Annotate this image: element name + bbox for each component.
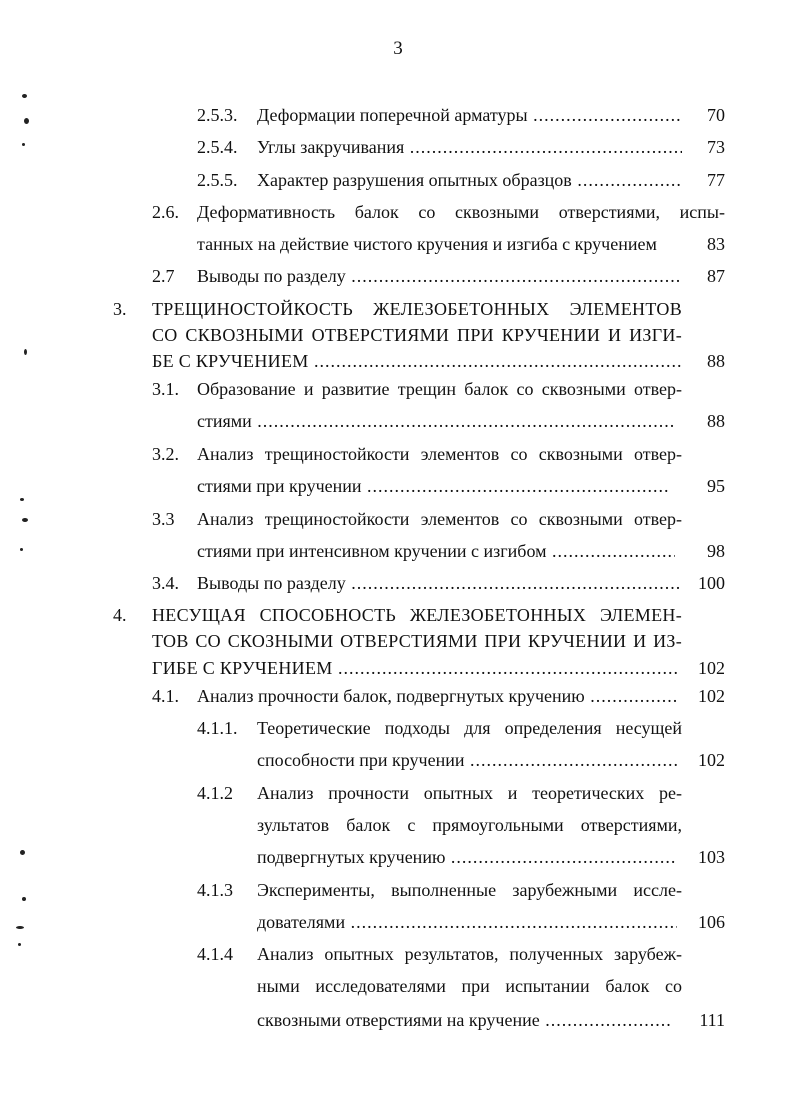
entry-number: 3.4. bbox=[152, 573, 179, 593]
entry-number: 3.2. bbox=[152, 444, 179, 464]
entry-page: 95 bbox=[707, 476, 725, 496]
entry-title-line: ными исследователями при испытании балок со bbox=[257, 976, 682, 996]
scan-speck bbox=[16, 926, 24, 929]
entry-page: 87 bbox=[707, 266, 725, 286]
entry-page: 73 bbox=[707, 137, 725, 157]
entry-page: 102 bbox=[698, 750, 725, 770]
entry-title: Характер разрушения опытных образцов ..... bbox=[257, 168, 682, 192]
entry-title-line: НЕСУЩАЯ СПОСОБНОСТЬ ЖЕЛЕЗОБЕТОННЫХ ЭЛЕМЕН- bbox=[152, 605, 682, 625]
scan-speck bbox=[20, 548, 23, 551]
entry-title-line: стиями ..... bbox=[197, 409, 675, 433]
entry-number: 3. bbox=[113, 299, 127, 319]
entry-title-line: танных на действие чистого кручения и изгиба с кручением bbox=[197, 234, 657, 254]
entry-page: 83 bbox=[707, 234, 725, 254]
entry-page: 106 bbox=[698, 912, 725, 932]
entry-title-line: подвергнутых кручению ..... bbox=[257, 845, 677, 869]
entry-page: 88 bbox=[707, 351, 725, 371]
entry-page: 100 bbox=[698, 573, 725, 593]
entry-title: Выводы по разделу ..... bbox=[197, 571, 682, 595]
entry-title: Выводы по разделу ..... bbox=[197, 264, 682, 288]
entry-number: 4.1.4 bbox=[197, 944, 233, 964]
page-number: 3 bbox=[393, 38, 403, 59]
scan-speck bbox=[18, 943, 21, 946]
entry-title-line: СО СКВОЗНЫМИ ОТВЕРСТИЯМИ ПРИ КРУЧЕНИИ И ИЗГИ- bbox=[152, 325, 682, 345]
scan-speck bbox=[22, 143, 25, 146]
entry-page: 103 bbox=[698, 847, 725, 867]
entry-title-line: сквозными отверстиями на кручение ..... bbox=[257, 1008, 672, 1032]
entry-title-line: Образование и развитие трещин балок со сквозными отвер- bbox=[197, 379, 682, 399]
entry-title-line: ТОВ СО СКОЗНЫМИ ОТВЕРСТИЯМИ ПРИ КРУЧЕНИИ И ИЗ- bbox=[152, 631, 682, 651]
scan-speck bbox=[22, 897, 26, 901]
entry-number: 2.7 bbox=[152, 266, 175, 286]
entry-title-line: Анализ прочности опытных и теоретических ре- bbox=[257, 783, 682, 803]
scan-speck bbox=[24, 118, 29, 124]
entry-title-line: дователями ..... bbox=[257, 910, 677, 934]
entry-title-line: Деформативность балок со сквозными отверстиями, испы- bbox=[197, 202, 725, 222]
entry-page: 88 bbox=[707, 411, 725, 431]
entry-title: Углы закручивания ..... bbox=[257, 135, 682, 159]
entry-title-line: Анализ трещиностойкости элементов со сквозными отвер- bbox=[197, 444, 682, 464]
entry-number: 2.5.4. bbox=[197, 137, 238, 157]
entry-title-line: зультатов балок с прямоугольными отверстиями, bbox=[257, 815, 682, 835]
entry-number: 2.5.5. bbox=[197, 170, 238, 190]
entry-page: 77 bbox=[707, 170, 725, 190]
entry-title-line: стиями при кручении ..... bbox=[197, 474, 669, 498]
entry-number: 4.1.1. bbox=[197, 718, 238, 738]
entry-title-line: ГИБЕ С КРУЧЕНИЕМ ..... bbox=[152, 656, 677, 680]
entry-title-line: БЕ С КРУЧЕНИЕМ ..... bbox=[152, 349, 682, 373]
entry-number: 2.5.3. bbox=[197, 105, 238, 125]
entry-page: 102 bbox=[698, 686, 725, 706]
entry-title-line: Анализ опытных результатов, полученных зарубеж- bbox=[257, 944, 682, 964]
scan-speck bbox=[24, 349, 27, 355]
entry-number: 2.6. bbox=[152, 202, 179, 222]
entry-title: Анализ прочности балок, подвергнутых кручению ..... bbox=[197, 684, 679, 708]
entry-page: 98 bbox=[707, 541, 725, 561]
entry-page: 70 bbox=[707, 105, 725, 125]
entry-number: 3.1. bbox=[152, 379, 179, 399]
entry-title-line: Анализ трещиностойкости элементов со сквозными отвер- bbox=[197, 509, 682, 529]
scan-speck bbox=[22, 94, 27, 98]
entry-title-line: способности при кручении ..... bbox=[257, 748, 677, 772]
scan-speck bbox=[20, 850, 25, 855]
entry-title-line: Эксперименты, выполненные зарубежными иссле- bbox=[257, 880, 682, 900]
entry-number: 4. bbox=[113, 605, 127, 625]
entry-number: 3.3 bbox=[152, 509, 175, 529]
entry-number: 4.1. bbox=[152, 686, 179, 706]
entry-number: 4.1.3 bbox=[197, 880, 233, 900]
entry-title-line: стиями при интенсивном кручении с изгибом ..... bbox=[197, 539, 675, 563]
entry-page: 111 bbox=[699, 1010, 725, 1030]
entry-page: 102 bbox=[698, 658, 725, 678]
entry-title-line: ТРЕЩИНОСТОЙКОСТЬ ЖЕЛЕЗОБЕТОННЫХ ЭЛЕМЕНТОВ bbox=[152, 299, 682, 319]
scan-speck bbox=[20, 498, 24, 501]
entry-title: Деформации поперечной арматуры ..... bbox=[257, 103, 682, 127]
entry-title-line: Теоретические подходы для определения несущей bbox=[257, 718, 682, 738]
entry-number: 4.1.2 bbox=[197, 783, 233, 803]
scan-speck bbox=[22, 518, 28, 522]
